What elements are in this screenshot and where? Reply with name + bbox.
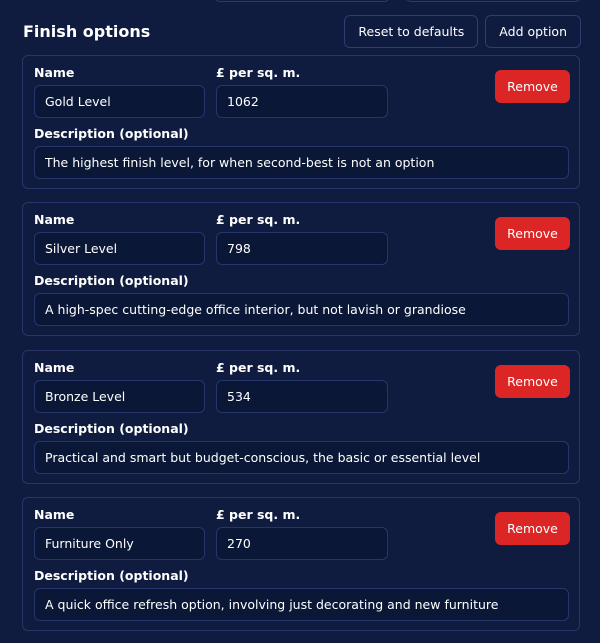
reset-to-defaults-button[interactable]: Reset to defaults [344, 15, 478, 48]
description-label: Description (optional) [34, 273, 189, 288]
section-header [23, 14, 581, 48]
previous-section-edge [405, 0, 581, 2]
option-description-input[interactable] [34, 588, 569, 621]
remove-option-button[interactable]: Remove [495, 512, 570, 545]
price-label: £ per sq. m. [216, 507, 301, 522]
option-price-input[interactable] [216, 85, 388, 118]
finish-option-card [22, 55, 580, 189]
option-name-input[interactable] [34, 380, 205, 413]
name-label: Name [34, 212, 75, 227]
description-label: Description (optional) [34, 126, 189, 141]
name-label: Name [34, 65, 75, 80]
name-label: Name [34, 507, 75, 522]
remove-option-button[interactable]: Remove [495, 217, 570, 250]
option-description-input[interactable] [34, 146, 569, 179]
remove-option-button[interactable]: Remove [495, 70, 570, 103]
option-description-input[interactable] [34, 441, 569, 474]
option-description-input[interactable] [34, 293, 569, 326]
finish-option-card [22, 350, 580, 484]
add-option-button[interactable]: Add option [485, 15, 581, 48]
description-label: Description (optional) [34, 421, 189, 436]
option-name-input[interactable] [34, 232, 205, 265]
section-title: Finish options [23, 21, 151, 41]
option-name-input[interactable] [34, 527, 205, 560]
remove-option-button[interactable]: Remove [495, 365, 570, 398]
price-label: £ per sq. m. [216, 65, 301, 80]
name-label: Name [34, 360, 75, 375]
finish-option-card [22, 497, 580, 631]
description-label: Description (optional) [34, 568, 189, 583]
option-price-input[interactable] [216, 527, 388, 560]
option-price-input[interactable] [216, 232, 388, 265]
option-name-input[interactable] [34, 85, 205, 118]
finish-option-card [22, 202, 580, 336]
option-price-input[interactable] [216, 380, 388, 413]
price-label: £ per sq. m. [216, 360, 301, 375]
price-label: £ per sq. m. [216, 212, 301, 227]
previous-section-edge [214, 0, 390, 2]
